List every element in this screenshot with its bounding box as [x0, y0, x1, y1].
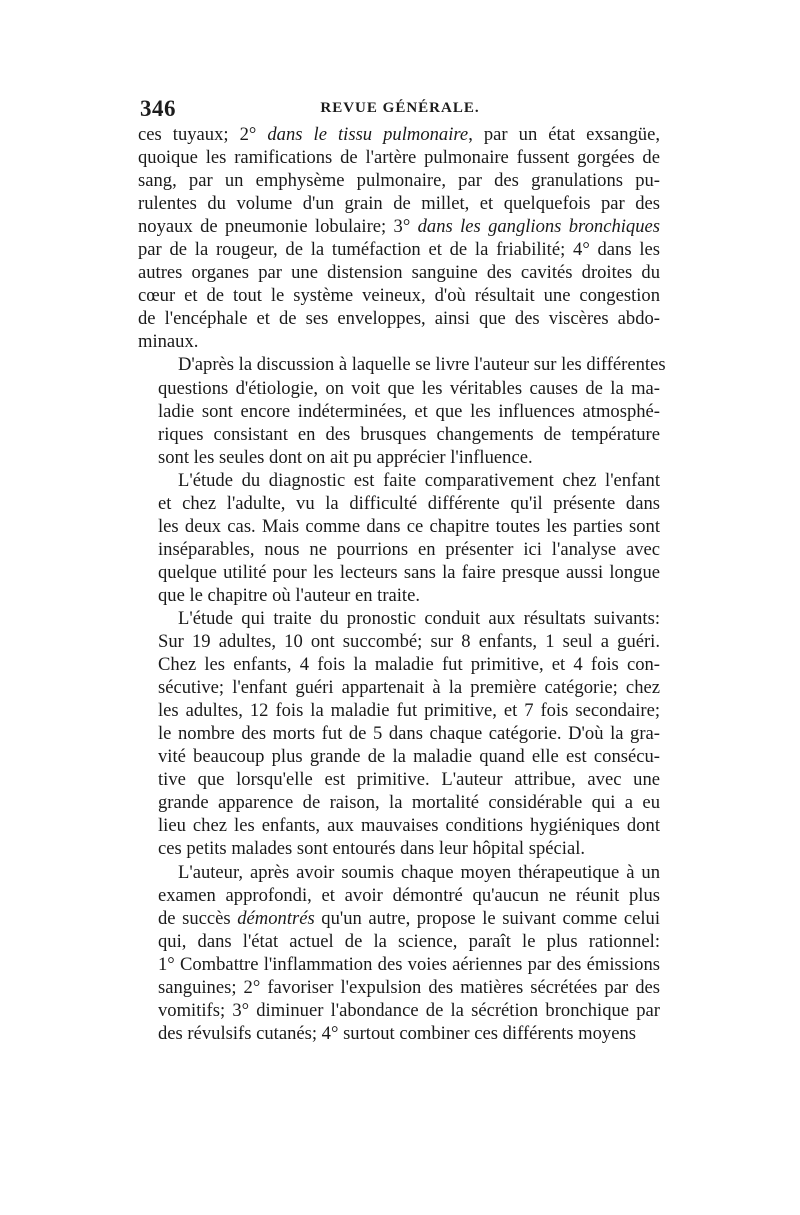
- text-line: [138, 607, 660, 630]
- paragraph: [138, 861, 660, 1045]
- text-line: [138, 330, 660, 353]
- text-line: [138, 146, 660, 169]
- text-line: [138, 169, 660, 192]
- text-run: des révulsifs cutanés; 4° surtout combiner ces différents moyens: [158, 1022, 637, 1044]
- text-run: L'auteur, après avoir soumis chaque moyen thérapeutique à un: [178, 861, 660, 883]
- text-run: Chez les enfants, 4 fois la maladie fut primitive, et 4 fois con-: [158, 654, 660, 676]
- text-run: quelque utilité pour les lecteurs sans la faire presque aussi longue: [158, 561, 660, 583]
- text-run: lieu chez les enfants, aux mauvaises conditions hygiéniques dont: [158, 815, 660, 837]
- text-line: [138, 768, 660, 791]
- text-run: Sur 19 adultes, 10 ont succombé; sur 8 enfants, 1 seul a guéri.: [158, 631, 660, 653]
- text-run: par de la rougeur, de la tuméfaction et de la friabilité; 4° dans les: [138, 239, 660, 261]
- text-run: le nombre des morts fut de 5 dans chaque catégorie. D'où la gra-: [158, 723, 660, 745]
- italic-text-run: démontrés: [237, 907, 315, 929]
- text-run: grande apparence de raison, la mortalité considérable qui a eu: [158, 792, 660, 814]
- text-line: [138, 515, 660, 538]
- text-run: ces tuyaux; 2°: [138, 124, 268, 145]
- text-run: noyaux de pneumonie lobulaire; 3°: [138, 216, 418, 238]
- body-text: [138, 123, 666, 1045]
- text-run: quoique les ramifications de l'artère pulmonaire fussent gorgées de: [138, 147, 660, 169]
- text-run: sont les seules dont on ait pu apprécier l'influence.: [158, 446, 533, 468]
- text-line: [138, 791, 660, 814]
- text-line: [138, 192, 660, 215]
- text-line: [138, 976, 660, 999]
- text-run: vité beaucoup plus grande de la maladie quand elle est consécu-: [158, 746, 660, 768]
- text-run: rulentes du volume d'un grain de millet, et quelquefois par des: [138, 193, 660, 215]
- paragraph: [138, 469, 660, 607]
- text-line: [138, 400, 660, 423]
- text-run: examen approfondi, et avoir démontré qu'aucun ne réunit plus: [158, 884, 660, 906]
- text-run: ces petits malades sont entourés dans leur hôpital spécial.: [158, 838, 586, 860]
- text-line: [138, 446, 660, 469]
- text-line: [138, 814, 660, 837]
- paragraph: [138, 607, 660, 861]
- text-line: [138, 745, 660, 768]
- text-line: [138, 1022, 660, 1045]
- text-line: [138, 930, 660, 953]
- text-run: qu'un autre, propose le suivant comme celui: [314, 907, 661, 929]
- text-line: [138, 284, 660, 307]
- text-run: sang, par un emphysème pulmonaire, par des granulations pu-: [138, 170, 660, 192]
- text-run: qui, dans l'état actuel de la science, paraît le plus rationnel:: [158, 930, 660, 952]
- text-run: et chez l'adulte, vu la difficulté différente qu'il présente dans: [158, 492, 660, 514]
- text-run: riques consistant en des brusques changements de température: [158, 423, 660, 445]
- text-run: D'après la discussion à laquelle se livre l'auteur sur les différentes: [178, 354, 666, 376]
- text-run: L'étude qui traite du pronostic conduit aux résultats suivants:: [178, 607, 660, 629]
- text-line: [138, 307, 660, 330]
- text-run: , par un état exsangüe,: [468, 124, 660, 145]
- text-line: [138, 492, 660, 515]
- text-run: que le chapitre où l'auteur en traite.: [158, 584, 420, 606]
- text-line: [138, 469, 660, 492]
- text-line: [138, 123, 660, 146]
- page-number: 346: [140, 96, 176, 121]
- text-run: cœur et de tout le système veineux, d'où résultait une congestion: [138, 285, 660, 307]
- text-line: [138, 907, 660, 930]
- text-run: ladie sont encore indéterminées, et que les influences atmosphé-: [158, 400, 660, 422]
- text-line: [138, 561, 660, 584]
- text-run: de succès: [158, 907, 238, 929]
- text-line: [138, 653, 660, 676]
- text-run: les adultes, 12 fois la maladie fut primitive, et 7 fois secondaire;: [158, 700, 660, 722]
- page-header: [140, 96, 660, 126]
- text-run: minaux.: [138, 331, 199, 353]
- text-run: L'étude du diagnostic est faite comparativement chez l'enfant: [178, 469, 660, 491]
- italic-text-run: dans les ganglions bronchiques: [417, 216, 660, 238]
- text-line: [138, 699, 660, 722]
- paragraph: [138, 123, 660, 353]
- text-line: [138, 584, 660, 607]
- text-run: de l'encéphale et de ses enveloppes, ainsi que des viscères abdo-: [138, 308, 660, 330]
- text-line: [138, 353, 666, 376]
- text-line: [138, 953, 660, 976]
- text-run: inséparables, nous ne pourrions en présenter ici l'analyse avec: [158, 538, 660, 560]
- text-line: [138, 238, 660, 261]
- text-run: les deux cas. Mais comme dans ce chapitre toutes les parties sont: [158, 515, 660, 537]
- text-run: 1° Combattre l'inflammation des voies aériennes par des émissions: [158, 953, 660, 975]
- text-line: [138, 261, 660, 284]
- text-run: questions d'étiologie, on voit que les véritables causes de la ma-: [158, 377, 660, 399]
- text-line: [138, 676, 660, 699]
- text-run: sanguines; 2° favoriser l'expulsion des matières sécrétées par des: [158, 976, 660, 998]
- text-line: [138, 423, 660, 446]
- text-run: sécutive; l'enfant guéri appartenait à la première catégorie; chez: [158, 677, 660, 699]
- text-line: [138, 377, 660, 400]
- text-run: vomitifs; 3° diminuer l'abondance de la sécrétion bronchique par: [158, 999, 660, 1021]
- text-line: [138, 538, 660, 561]
- italic-text-run: dans le tissu pulmonaire: [267, 124, 469, 145]
- text-line: [138, 630, 660, 653]
- paragraph: [138, 353, 666, 468]
- text-line: [138, 884, 660, 907]
- text-line: [138, 215, 660, 238]
- text-line: [138, 999, 660, 1022]
- running-title: REVUE GÉNÉRALE.: [320, 100, 480, 116]
- text-run: tive que lorsqu'elle est primitive. L'auteur attribue, avec une: [158, 769, 660, 791]
- text-line: [138, 837, 660, 860]
- text-line: [138, 861, 660, 884]
- text-line: [138, 722, 660, 745]
- text-run: autres organes par une distension sanguine des cavités droites du: [138, 262, 660, 284]
